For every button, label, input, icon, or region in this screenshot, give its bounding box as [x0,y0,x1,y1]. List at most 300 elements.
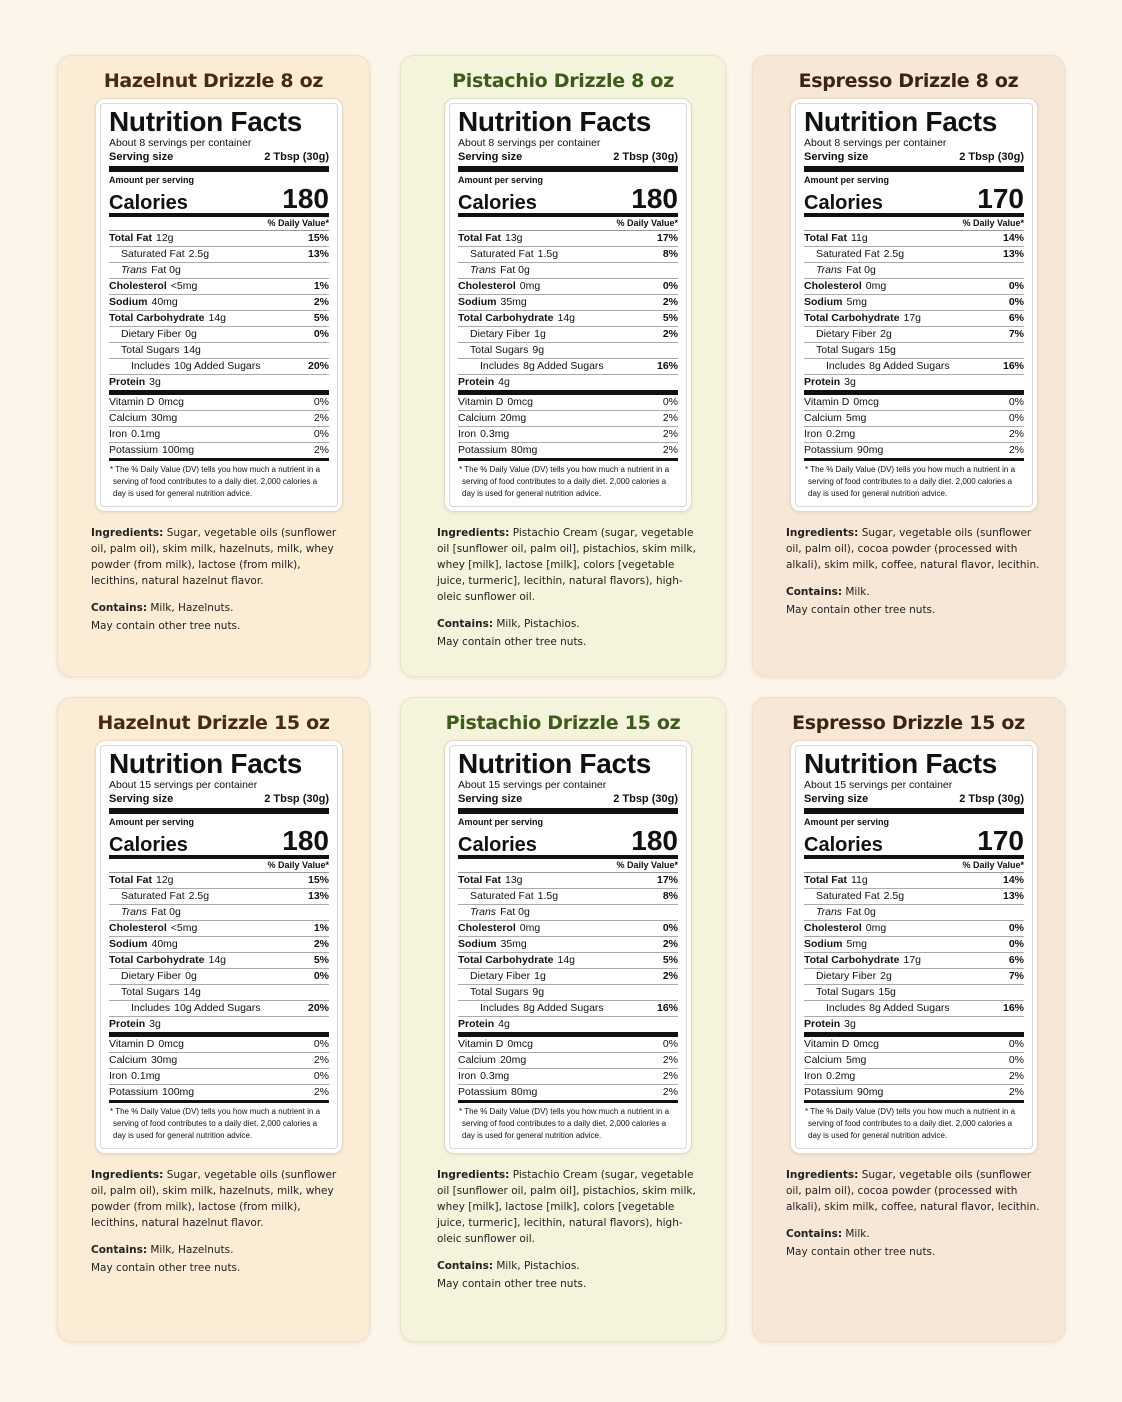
nutrient-daily-value: 5% [662,954,678,966]
nutrient-name: Total Carbohydrate [109,954,205,966]
calories-row [458,185,678,217]
nutrient-row [458,247,678,263]
vitamin-daily-value: 2% [1008,1086,1024,1098]
vitamin-name-amount [109,395,184,410]
nutrient-name-amount [131,359,261,374]
nutrient-name: Total Fat [804,232,847,244]
nutrient-row [458,1017,678,1037]
vitamin-amount: 0.3mg [480,428,510,440]
nutrient-name-amount [470,985,544,1000]
vitamin-name-amount [458,395,533,410]
nutrient-name: Total Fat [458,232,501,244]
nutrition-facts-panel [795,103,1033,507]
nutrient-name: Trans [816,264,843,276]
nutrition-facts-panel [449,745,687,1149]
vitamin-amount: 0.2mg [826,1070,856,1082]
nutrient-name-amount [109,231,174,246]
nutrient-amount: 2.5g [188,890,210,902]
vitamin-name: Potassium [109,1086,159,1098]
nutrient-row [458,343,678,359]
nutrient-row [458,263,678,279]
calories-value: 180 [631,183,678,214]
calories-row [804,827,1024,859]
nutrient-amount: 8g Added Sugars [523,360,604,372]
vitamin-amount: 30mg [150,412,178,424]
nutrient-name-amount [121,889,209,904]
vitamin-daily-value: 2% [313,1054,329,1066]
contains-list: Milk, Pistachios. [496,1260,580,1272]
vitamin-daily-value: 0% [662,396,678,408]
nutrient-row [804,263,1024,279]
nutrient-name-amount [121,263,181,278]
nutrient-name: Cholesterol [109,922,167,934]
nutrient-name-amount [109,375,161,390]
vitamin-daily-value: 0% [1008,1054,1024,1066]
nutrient-row [458,953,678,969]
nutrient-name-amount [470,327,546,342]
may-contain-note: May contain other tree nuts. [786,1246,936,1258]
nutrient-row [804,1017,1024,1037]
nutrient-row [109,873,329,889]
nutrient-name: Dietary Fiber [121,328,182,340]
nutrient-row [458,295,678,311]
vitamin-amount: 5mg [845,1054,867,1066]
nutrient-row [458,873,678,889]
nutrient-name-amount [121,985,201,1000]
nutrient-name: Dietary Fiber [121,970,182,982]
vitamin-name: Iron [458,1070,477,1082]
nutrient-rows [458,231,678,395]
contains-list: Milk. [845,586,870,598]
nutrient-daily-value: 13% [1002,248,1024,260]
nutrient-amount: 4g [498,1018,510,1030]
vitamin-daily-value: 2% [1008,444,1024,456]
nutrient-amount: 10g Added Sugars [174,1002,261,1014]
amount-per-serving-label: Amount per serving [109,175,195,185]
nutrient-name-amount [109,953,226,968]
nutrient-amount: 1.5g [537,890,559,902]
nutrient-name-amount [816,343,896,358]
daily-value-footnote: * The % Daily Value (DV) tells you how much a nutrient in a serving of food contributes to a daily diet. 2,000 calories a day is used for general nutrition advice. [110,1107,321,1140]
nutrient-name: Total Sugars [470,986,529,998]
vitamin-amount: 0mcg [507,1038,534,1050]
allergen-text [786,1226,1044,1242]
contains-label: Contains: [786,1228,843,1240]
vitamin-amount: 0mcg [158,396,185,408]
nutrient-row [458,231,678,247]
nutrient-name: Total Sugars [470,344,529,356]
nutrient-daily-value: 20% [307,1002,329,1014]
vitamin-name-amount [458,1085,537,1100]
serving-size-label: Serving size [109,151,174,163]
nutrient-row [458,969,678,985]
nutrient-name: Total Carbohydrate [804,954,900,966]
may-contain-note: May contain other tree nuts. [91,620,241,632]
calories-row [804,185,1024,217]
product-card [57,697,370,1342]
vitamin-daily-value: 2% [662,1086,678,1098]
nutrition-facts-panel [100,103,338,507]
nutrient-name: Includes [480,1002,520,1014]
nutrient-row [804,343,1024,359]
vitamin-amount: 0.1mg [131,428,161,440]
vitamin-name: Vitamin D [458,1038,504,1050]
nutrient-name-amount [816,889,904,904]
nutrient-amount: 3g [844,1018,856,1030]
vitamin-name: Iron [804,428,823,440]
nutrient-name-amount [804,311,921,326]
nutrient-row [458,279,678,295]
vitamin-name: Vitamin D [109,396,155,408]
daily-value-header: % Daily Value* [804,859,1024,873]
nutrient-amount: 10g Added Sugars [174,360,261,372]
nutrient-daily-value: 0% [1008,280,1024,292]
vitamin-name: Calcium [804,1054,842,1066]
nutrient-name-amount [458,375,510,390]
vitamin-name: Potassium [804,444,854,456]
allergen-text [437,616,705,632]
nutrient-name: Protein [458,1018,495,1030]
vitamin-amount: 90mg [857,1086,884,1098]
nutrient-name: Trans [470,264,497,276]
vitamin-amount: 90mg [857,444,884,456]
vitamin-name-amount [804,1085,883,1100]
vitamin-name-amount [804,427,855,442]
nutrition-label-frame [444,98,692,512]
nutrient-name-amount [121,327,197,342]
nutrient-name: Trans [470,906,497,918]
product-title: Hazelnut Drizzle 15 oz [97,712,330,734]
nutrient-amount: 3g [844,376,856,388]
contains-label: Contains: [91,1244,148,1256]
nutrient-amount: Fat 0g [500,906,530,918]
nutrient-name-amount [109,921,197,936]
nutrient-amount: 0g [185,328,197,340]
nutrient-name: Cholesterol [109,280,167,292]
allergen-text [786,584,1044,600]
nutrient-name: Sodium [804,296,843,308]
amount-per-serving-label: Amount per serving [804,175,890,185]
product-card [57,55,370,677]
contains-label: Contains: [437,618,494,630]
nutrient-row [458,889,678,905]
nutrient-amount: Fat 0g [151,906,181,918]
calories-label: Calories [804,192,883,214]
vitamin-name-amount [458,411,526,426]
nutrient-name-amount [458,921,540,936]
nutrition-facts-panel [449,103,687,507]
servings-per-container: About 15 servings per container [458,779,607,791]
nutrient-amount: 17g [903,312,922,324]
vitamin-name-amount [458,427,509,442]
nutrient-name: Includes [480,360,520,372]
nutrient-row [804,327,1024,343]
nutrient-name: Saturated Fat [470,248,534,260]
nutrient-name-amount [458,1017,510,1032]
vitamin-daily-value: 2% [662,412,678,424]
nutrient-row [109,263,329,279]
nutrient-row [804,1001,1024,1017]
allergen-text [91,600,349,616]
vitamin-name: Calcium [109,1054,147,1066]
vitamin-name-amount [458,1053,526,1068]
vitamin-amount: 0.1mg [131,1070,161,1082]
nutrient-name: Saturated Fat [816,890,880,902]
ingredients-block [786,1167,1044,1271]
nutrition-label-frame [790,98,1038,512]
serving-size-row [458,150,678,172]
vitamin-daily-value: 2% [662,1054,678,1066]
nutrient-name-amount [458,953,575,968]
nutrient-name-amount [109,937,178,952]
nutrient-amount: 11g [850,232,868,244]
nutrient-amount: 5mg [846,938,867,950]
serving-size-row [804,150,1024,172]
nutrient-name-amount [816,263,876,278]
nutrient-name-amount [121,969,197,984]
nutrient-amount: 2g [880,328,892,340]
vitamin-daily-value: 2% [1008,1070,1024,1082]
nutrient-name: Total Sugars [816,986,875,998]
nutrient-name: Dietary Fiber [470,970,531,982]
nutrient-row [804,311,1024,327]
vitamin-amount: 0.2mg [826,428,856,440]
nutrient-row [804,937,1024,953]
ingredients-text [437,525,705,605]
nutrient-amount: 14g [208,954,227,966]
vitamin-name: Vitamin D [804,1038,850,1050]
daily-value-footnote: * The % Daily Value (DV) tells you how much a nutrient in a serving of food contributes to a daily diet. 2,000 calories a day is used for general nutrition advice. [110,465,321,498]
calories-label: Calories [109,834,188,856]
nutrient-name: Total Sugars [121,344,180,356]
vitamin-row [804,411,1024,427]
amount-per-serving-label: Amount per serving [458,175,544,185]
nutrient-row [458,937,678,953]
vitamin-daily-value: 2% [662,428,678,440]
nutrient-amount: 8g Added Sugars [523,1002,604,1014]
nutrient-daily-value: 1% [313,280,329,292]
vitamin-name-amount [804,443,883,458]
product-title: Pistachio Drizzle 8 oz [452,70,674,92]
nutrient-name: Saturated Fat [470,890,534,902]
nutrition-label-frame [790,740,1038,1154]
vitamin-amount: 0mcg [853,396,880,408]
ingredients-text [437,1167,705,1247]
nutrient-row [109,937,329,953]
ingredients-block [437,1167,705,1303]
nutrient-name: Total Sugars [121,986,180,998]
vitamin-name: Potassium [458,444,508,456]
nutrient-name: Protein [458,376,495,388]
vitamin-daily-value: 0% [313,396,329,408]
nutrient-amount: 12g [155,874,174,886]
vitamin-name-amount [109,1053,177,1068]
nutrient-name-amount [458,231,523,246]
nutrient-name: Dietary Fiber [816,970,877,982]
nutrient-row [109,327,329,343]
nutrient-amount: 3g [149,376,161,388]
nutrient-daily-value: 0% [1008,938,1024,950]
nutrient-row [458,905,678,921]
vitamin-daily-value: 2% [313,444,329,456]
nutrient-name-amount [109,295,178,310]
nutrient-amount: 15g [878,986,896,998]
vitamin-name-amount [458,1037,533,1052]
nutrition-label-frame [95,98,343,512]
nutrient-name-amount [470,343,544,358]
nutrient-name: Total Fat [109,874,152,886]
nutrient-name-amount [458,937,527,952]
vitamin-row [109,1053,329,1069]
nutrient-daily-value: 2% [662,970,678,982]
nutrient-row [804,279,1024,295]
daily-value-footnote: * The % Daily Value (DV) tells you how much a nutrient in a serving of food contributes to a daily diet. 2,000 calories a day is used for general nutrition advice. [459,1107,670,1140]
ingredients-list: Pistachio Cream (sugar, vegetable oil [sunflower oil, palm oil], pistachios, skim milk, whey [milk], lactose [milk], colors [vegetable juice, turmeric], lecithin, natural flavors), high-oleic sunflower oil. [437,1169,696,1245]
ingredients-block [91,525,349,645]
nutrient-daily-value: 13% [1002,890,1024,902]
nutrient-row [458,1001,678,1017]
vitamin-name-amount [804,395,879,410]
nutrient-name: Sodium [804,938,843,950]
may-contain-note: May contain other tree nuts. [786,604,936,616]
calories-label: Calories [458,192,537,214]
nutrient-daily-value: 13% [307,248,329,260]
may-contain-note: May contain other tree nuts. [437,1278,587,1290]
nutrient-amount: 8g Added Sugars [869,360,950,372]
nutrient-name: Total Sugars [816,344,875,356]
vitamin-rows [804,1037,1024,1103]
nutrient-name: Total Carbohydrate [804,312,900,324]
serving-size-row [109,792,329,814]
nutrient-row [804,359,1024,375]
vitamin-daily-value: 0% [1008,1038,1024,1050]
nutrient-name: Sodium [109,296,148,308]
nutrient-amount: 0mg [865,922,887,934]
product-card [400,55,726,677]
nutrient-row [458,311,678,327]
serving-size-row [109,150,329,172]
vitamin-amount: 0.3mg [480,1070,510,1082]
serving-size-value: 2 Tbsp (30g) [264,793,329,805]
ingredients-list: Sugar, vegetable oils (sunflower oil, palm oil), cocoa powder (processed with alkali), skim milk, coffee, natural flavor, lecithin. [786,527,1040,571]
calories-row [458,827,678,859]
vitamin-row [109,411,329,427]
nutrient-name-amount [121,905,181,920]
nutrient-daily-value: 5% [313,312,329,324]
nutrient-name: Cholesterol [458,280,516,292]
nutrient-name: Saturated Fat [121,890,185,902]
servings-per-container: About 8 servings per container [109,137,252,149]
nutrient-amount: 2.5g [188,248,210,260]
nutrient-name: Total Carbohydrate [458,312,554,324]
nutrient-daily-value: 14% [1002,232,1024,244]
nutrient-daily-value: 16% [656,360,678,372]
vitamin-row [458,427,678,443]
nutrition-facts-heading: Nutrition Facts [804,106,998,137]
nutrient-name-amount [804,375,856,390]
nutrient-amount: Fat 0g [151,264,181,276]
calories-row [109,185,329,217]
vitamin-name: Iron [804,1070,823,1082]
product-title: Hazelnut Drizzle 8 oz [103,70,324,92]
vitamin-name-amount [804,1037,879,1052]
nutrient-amount: 15g [878,344,896,356]
nutrient-name-amount [458,873,523,888]
serving-size-label: Serving size [458,151,523,163]
nutrient-name: Total Fat [804,874,847,886]
contains-label: Contains: [786,586,843,598]
vitamin-name: Potassium [458,1086,508,1098]
nutrient-row [804,969,1024,985]
vitamin-row [458,443,678,461]
vitamin-name: Calcium [804,412,842,424]
nutrient-amount: 40mg [151,938,178,950]
nutrient-daily-value: 5% [313,954,329,966]
nutrient-name-amount [121,247,209,262]
ingredients-text [91,1167,349,1231]
vitamin-name: Iron [109,428,128,440]
vitamin-name: Calcium [458,412,496,424]
serving-size-label: Serving size [458,793,523,805]
vitamin-amount: 80mg [511,444,538,456]
daily-value-footnote: * The % Daily Value (DV) tells you how much a nutrient in a serving of food contributes to a daily diet. 2,000 calories a day is used for general nutrition advice. [805,1107,1016,1140]
vitamin-row [804,443,1024,461]
nutrient-daily-value: 17% [656,232,678,244]
vitamin-amount: 30mg [150,1054,178,1066]
nutrient-rows [109,873,329,1037]
nutrient-amount: 14g [557,954,576,966]
vitamin-row [458,411,678,427]
serving-size-value: 2 Tbsp (30g) [613,151,678,163]
nutrient-amount: 13g [504,232,523,244]
vitamin-daily-value: 0% [1008,412,1024,424]
contains-list: Milk. [845,1228,870,1240]
nutrition-facts-panel [100,745,338,1149]
nutrient-amount: 35mg [500,296,527,308]
vitamin-row [458,1069,678,1085]
nutrient-daily-value: 0% [662,922,678,934]
calories-row [109,827,329,859]
nutrient-daily-value: 5% [662,312,678,324]
ingredients-label: Ingredients: [786,527,859,539]
nutrient-name-amount [480,1001,604,1016]
nutrient-daily-value: 0% [313,970,329,982]
vitamin-row [804,1037,1024,1053]
nutrient-amount: 0mg [865,280,887,292]
nutrition-label-frame [444,740,692,1154]
ingredients-label: Ingredients: [91,527,164,539]
nutrient-amount: 1g [534,970,546,982]
nutrient-name: Total Carbohydrate [458,954,554,966]
vitamin-row [804,395,1024,411]
nutrient-name: Includes [131,1002,171,1014]
vitamin-amount: 100mg [162,1086,195,1098]
nutrient-daily-value: 15% [307,874,329,886]
nutrient-name-amount [816,969,892,984]
nutrient-daily-value: 20% [307,360,329,372]
vitamin-row [109,427,329,443]
nutrient-daily-value: 2% [662,328,678,340]
nutrient-name: Trans [816,906,843,918]
vitamin-rows [458,1037,678,1103]
daily-value-header: % Daily Value* [458,217,678,231]
vitamin-amount: 80mg [511,1086,538,1098]
nutrient-name: Total Fat [109,232,152,244]
nutrient-name: Protein [109,376,146,388]
nutrient-amount: 14g [183,344,201,356]
vitamin-amount: 20mg [499,1054,527,1066]
nutrient-name-amount [826,359,950,374]
